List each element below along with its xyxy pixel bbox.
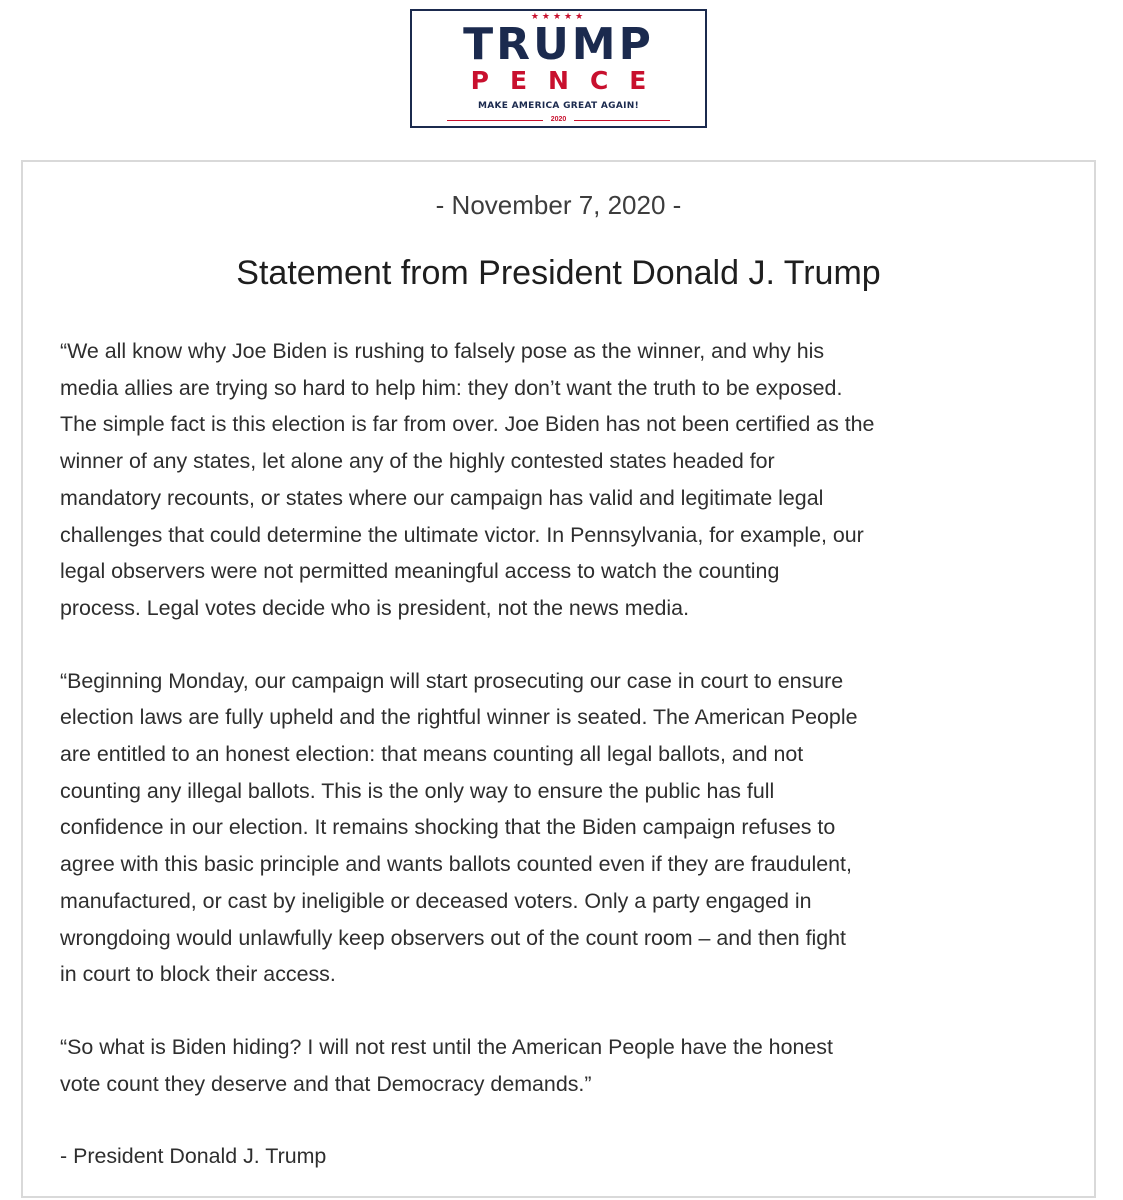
statement-body [60,333,1070,1175]
paragraph-line: winner of any states, let alone any of the highly contested states headed for [60,449,775,474]
paragraph-line: are entitled to an honest election: that means counting all legal ballots, and not [60,742,804,767]
paragraph-line: “So what is Biden hiding? I will not rest until the American People have the honest [60,1034,833,1059]
logo-line2: PENCE [470,66,668,95]
logo-stars: ★★★★★ [530,11,587,21]
logo-slogan: MAKE AMERICA GREAT AGAIN! [477,101,640,111]
paragraph-line: mandatory recounts, or states where our campaign has valid and legitimate legal [60,485,824,510]
signature: - President Donald J. Trump [60,1144,327,1169]
campaign-logo [410,9,707,128]
paragraph-line: election laws are fully upheld and the rightful winner is seated. The American People [60,705,858,730]
paragraph-line: challenges that could determine the ultimate victor. In Pennsylvania, for example, our [60,522,864,547]
paragraph-line: “Beginning Monday, our campaign will start prosecuting our case in court to ensure [60,668,844,693]
logo-year: 2020 [550,116,567,123]
paragraph-line: confidence in our election. It remains shocking that the Biden campaign refuses to [60,815,836,840]
paragraph-3 [60,1029,1070,1102]
statement-card [21,160,1096,1198]
logo-year-row [412,115,705,125]
logo-line1: TRUMP [463,19,654,70]
statement-title: Statement from President Donald J. Trump [236,254,881,292]
paragraph-line: in court to block their access. [60,962,336,987]
paragraph-line: vote count they deserve and that Democracy demands.” [60,1071,592,1096]
paragraph-line: legal observers were not permitted meaningful access to watch the counting [60,559,780,584]
paragraph-line: wrongdoing would unlawfully keep observers out of the count room – and then fight [60,925,847,950]
paragraph-line: manufactured, or cast by ineligible or deceased voters. Only a party engaged in [60,888,812,913]
statement-date: - November 7, 2020 - [435,190,682,220]
paragraph-line: media allies are trying so hard to help him: they don’t want the truth to be exposed. [60,375,843,400]
paragraph-line: The simple fact is this election is far from over. Joe Biden has not been certified as the [60,412,875,437]
logo-divider-right [574,120,670,121]
paragraph-2 [60,663,1070,993]
paragraph-1 [60,333,1070,627]
paragraph-line: “We all know why Joe Biden is rushing to falsely pose as the winner, and why his [60,339,825,363]
paragraph-line: agree with this basic principle and wants ballots counted even if they are fraudulent, [60,852,852,877]
paragraph-line: counting any illegal ballots. This is the only way to ensure the public has full [60,778,775,803]
paragraph-line: process. Legal votes decide who is president, not the news media. [60,595,690,620]
